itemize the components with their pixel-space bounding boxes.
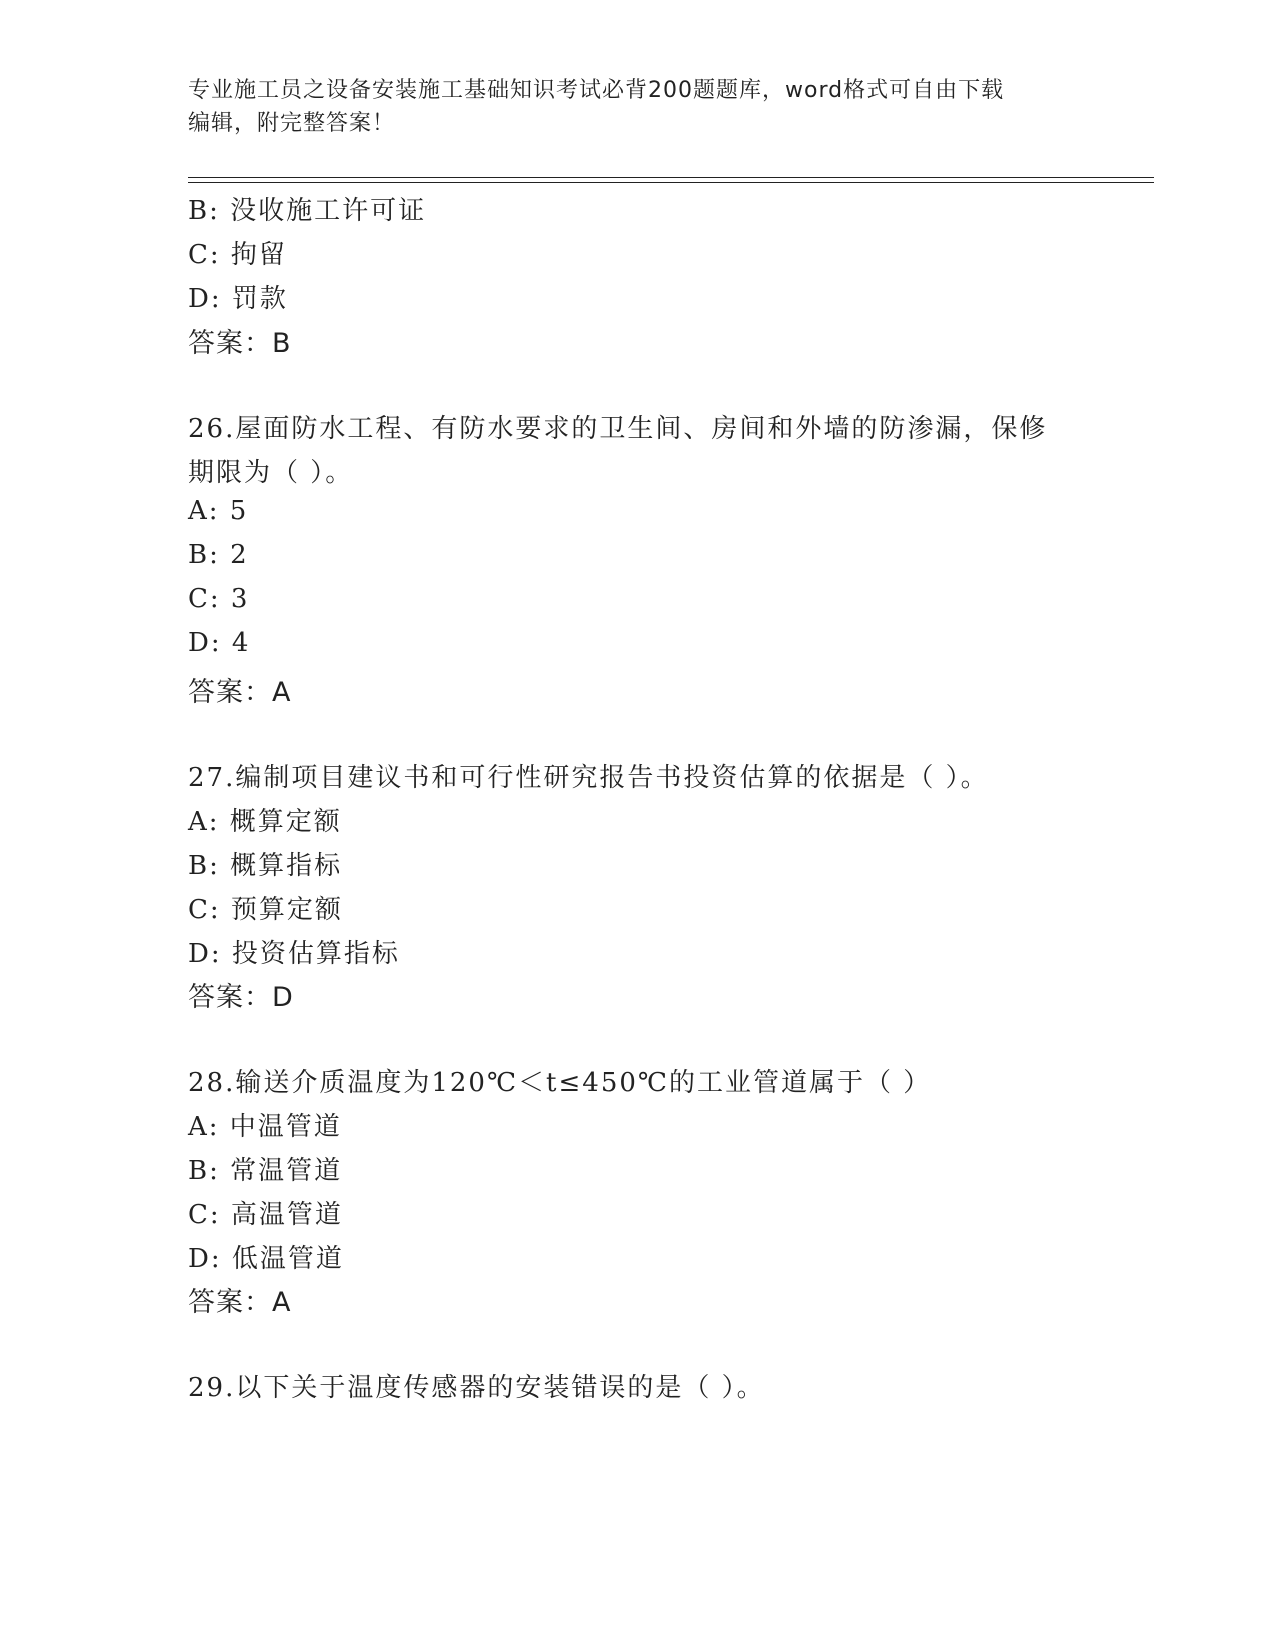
q26-option-d: D: 4	[188, 628, 251, 658]
q26-stem-line1: 26.屋面防水工程、有防水要求的卫生间、房间和外墙的防渗漏，保修	[188, 414, 1048, 444]
q25-answer: 答案：B	[188, 328, 292, 359]
q26-answer: 答案：A	[188, 677, 292, 708]
document-header	[188, 74, 1088, 140]
q26-stem-line2: 期限为（ ）。	[188, 458, 354, 488]
q27-option-a: A: 概算定额	[188, 807, 342, 837]
q28-option-b: B: 常温管道	[188, 1156, 343, 1186]
q27-option-c: C: 预算定额	[188, 895, 343, 925]
q26-option-c: C: 3	[188, 584, 250, 614]
header-title-line2: 编辑，附完整答案！	[188, 111, 396, 136]
q28-option-d: D: 低温管道	[188, 1244, 344, 1274]
q25-option-b: B: 没收施工许可证	[188, 196, 427, 226]
q26-option-b: B: 2	[188, 540, 249, 570]
q28-answer: 答案：A	[188, 1287, 292, 1318]
q28-option-c: C: 高温管道	[188, 1200, 343, 1230]
q28-option-a: A: 中温管道	[188, 1112, 342, 1142]
q28-stem: 28.输送介质温度为120℃＜t≤450℃的工业管道属于（ ）	[188, 1068, 932, 1098]
q27-option-d: D: 投资估算指标	[188, 939, 400, 969]
q27-stem: 27.编制项目建议书和可行性研究报告书投资估算的依据是（ ）。	[188, 763, 989, 793]
q29-stem: 29.以下关于温度传感器的安装错误的是（ ）。	[188, 1373, 765, 1403]
header-divider-top	[188, 177, 1154, 178]
header-title-line1: 专业施工员之设备安装施工基础知识考试必背200题题库，word格式可自由下载	[188, 78, 1005, 103]
q27-option-b: B: 概算指标	[188, 851, 343, 881]
q25-option-d: D: 罚款	[188, 284, 288, 314]
q26-option-a: A: 5	[188, 496, 249, 526]
q27-answer: 答案：D	[188, 982, 294, 1013]
header-divider-bottom	[188, 182, 1154, 183]
q25-option-c: C: 拘留	[188, 240, 287, 270]
